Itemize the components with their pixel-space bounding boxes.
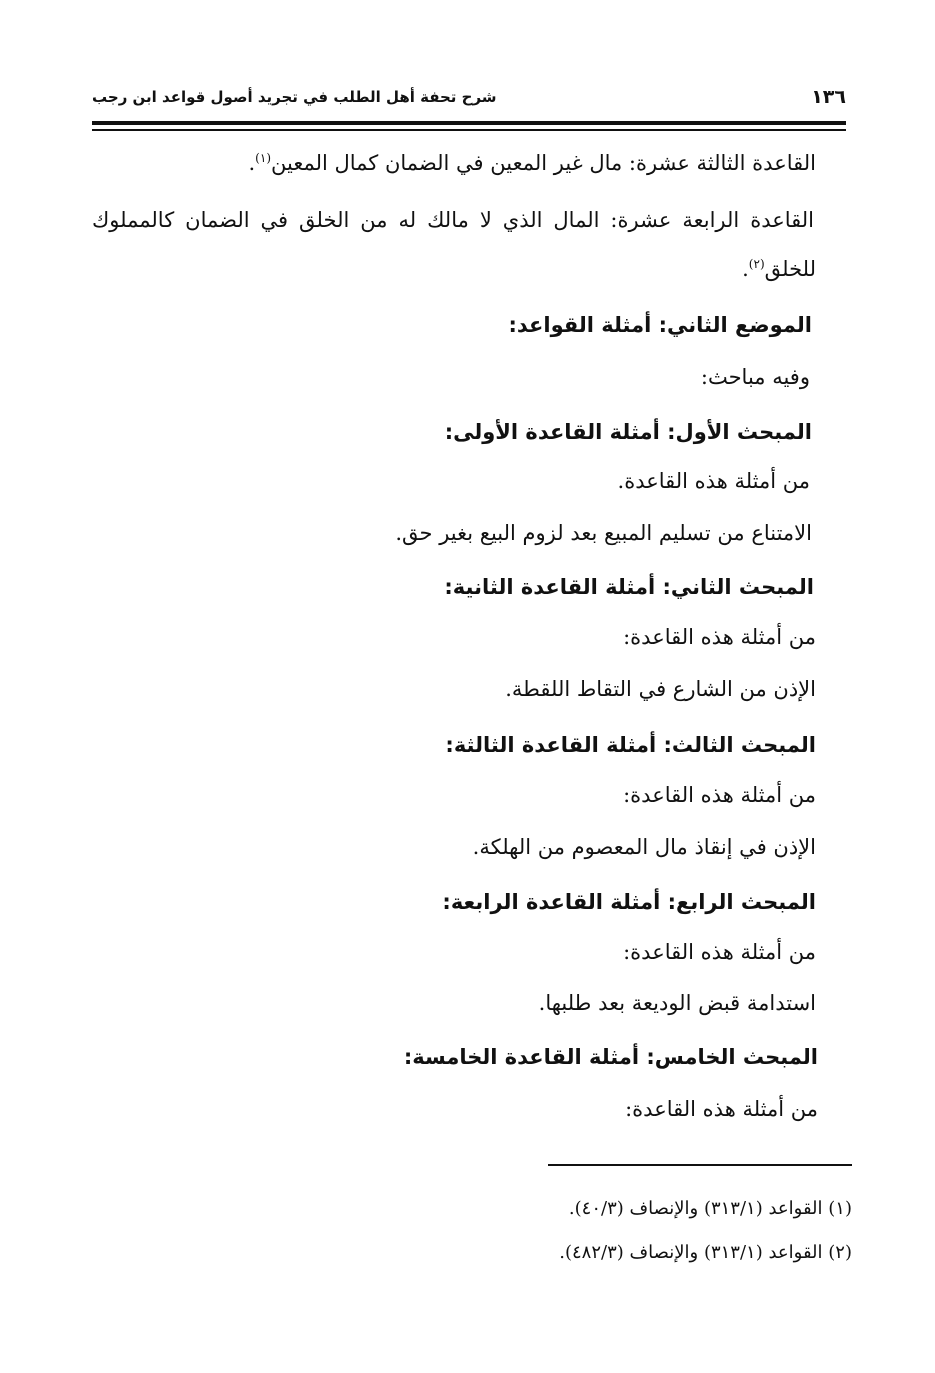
topic-4-intro: من أمثلة هذه القاعدة: [623,940,816,964]
section-heading: الموضع الثاني: أمثلة القواعد: [508,313,812,337]
page-number: ١٣٦ [811,86,846,108]
rule-14-line-1: القاعدة الرابعة عشرة: المال الذي لا مالك له من الخلق في الضمان كالمملوك [92,208,814,232]
topic-2-intro: من أمثلة هذه القاعدة: [623,625,816,649]
topic-1-intro: من أمثلة هذه القاعدة. [617,469,810,493]
topic-5-heading: المبحث الخامس: أمثلة القاعدة الخامسة: [403,1045,818,1069]
topic-4-heading: المبحث الرابع: أمثلة القاعدة الرابعة: [442,890,816,914]
footnote-separator [548,1164,852,1166]
topic-1-example: الامتناع من تسليم المبيع بعد لزوم البيع بغير حق. [395,521,812,545]
topic-3-heading: المبحث الثالث: أمثلة القاعدة الثالثة: [445,733,816,757]
page-header [92,84,846,116]
rule-14-end: . [742,257,749,281]
rule-14-line-2-text: للخلق [764,257,816,281]
topic-2-heading: المبحث الثاني: أمثلة القاعدة الثانية: [444,575,814,599]
topic-3-intro: من أمثلة هذه القاعدة: [623,783,816,807]
topic-1-heading: المبحث الأول: أمثلة القاعدة الأولى: [444,420,812,444]
topic-3-example: الإذن في إنقاذ مال المعصوم من الهلكة. [472,835,816,859]
running-title: شرح تحفة أهل الطلب في تجريد أصول قواعد ابن رجب [92,88,497,106]
topic-4-example: استدامة قبض الوديعة بعد طلبها. [538,991,816,1015]
footnote-2: (٢) القواعد (٣١٣/١) والإنصاف (٤٨٢/٣). [559,1242,852,1263]
section-intro: وفيه مباحث: [700,365,810,389]
footnote-ref-2[interactable]: (٢) [748,257,765,271]
footnote-ref-1[interactable]: (١) [255,151,271,165]
topic-2-example: الإذن من الشارع في التقاط اللقطة. [505,677,816,701]
header-rule-thick [92,121,846,125]
rule-13-paragraph [92,148,816,178]
rule-13-text: القاعدة الثالثة عشرة: مال غير المعين في الضمان كمال المعين [271,151,816,175]
rule-14-line-2 [92,254,816,284]
topic-5-intro: من أمثلة هذه القاعدة: [625,1097,818,1121]
rule-13-end: . [248,151,256,175]
footnote-1: (١) القواعد (٣١٣/١) والإنصاف (٤٠/٣). [568,1198,852,1219]
header-rule-thin [92,129,846,131]
